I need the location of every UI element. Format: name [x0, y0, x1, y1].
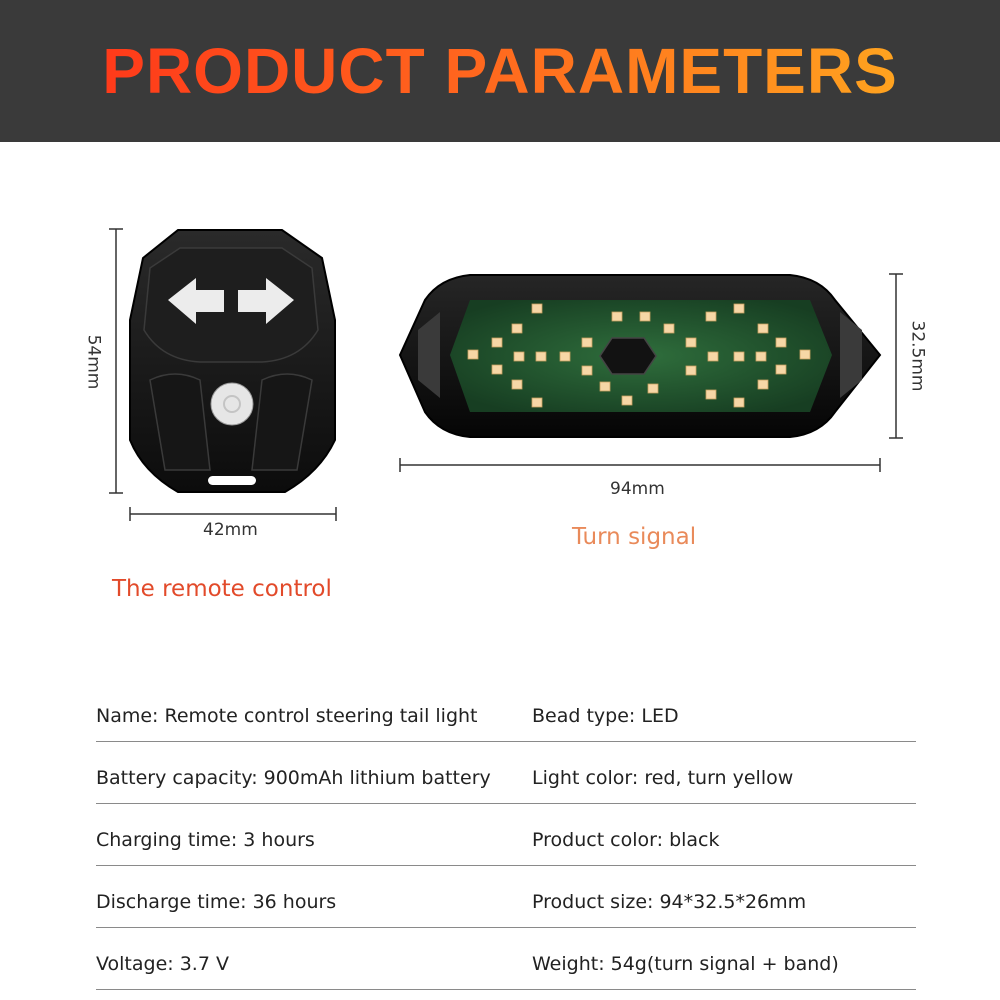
turn-signal-width-dimension: [400, 458, 880, 472]
spec-bead-type: Bead type: LED: [532, 705, 679, 727]
spec-name: Name: Remote control steering tail light: [96, 705, 478, 727]
table-row: [96, 680, 916, 742]
table-row: [96, 928, 916, 990]
remote-control-image: [130, 230, 335, 492]
remote-height-label: 54mm: [83, 334, 104, 390]
turn-signal-width-label: 94mm: [610, 479, 665, 499]
remote-height-dimension: [109, 229, 123, 493]
remote-width-label: 42mm: [203, 520, 258, 540]
spec-product-size: Product size: 94*32.5*26mm: [532, 891, 807, 913]
spec-voltage: Voltage: 3.7 V: [96, 953, 229, 975]
spec-discharge-time: Discharge time: 36 hours: [96, 891, 337, 913]
turn-signal-image: [400, 275, 880, 437]
header-banner: [0, 0, 1000, 142]
turn-signal-caption: Turn signal: [572, 524, 697, 550]
spec-weight: Weight: 54g(turn signal + band): [532, 953, 839, 975]
power-button-icon: [211, 383, 253, 425]
spec-battery-capacity: Battery capacity: 900mAh lithium battery: [96, 767, 491, 789]
spec-table: [96, 680, 916, 990]
spec-product-color: Product color: black: [532, 829, 720, 851]
spec-charging-time: Charging time: 3 hours: [96, 829, 315, 851]
table-row: [96, 866, 916, 928]
turn-signal-height-label: 32.5mm: [907, 320, 928, 392]
table-row: [96, 804, 916, 866]
spec-light-color: Light color: red, turn yellow: [532, 767, 794, 789]
table-row: [96, 742, 916, 804]
remote-control-caption: The remote control: [112, 576, 332, 602]
page-title: PRODUCT PARAMETERS: [102, 35, 898, 107]
center-button-icon: [600, 338, 656, 374]
turn-signal-height-dimension: [889, 274, 903, 438]
remote-width-dimension: [130, 507, 336, 521]
